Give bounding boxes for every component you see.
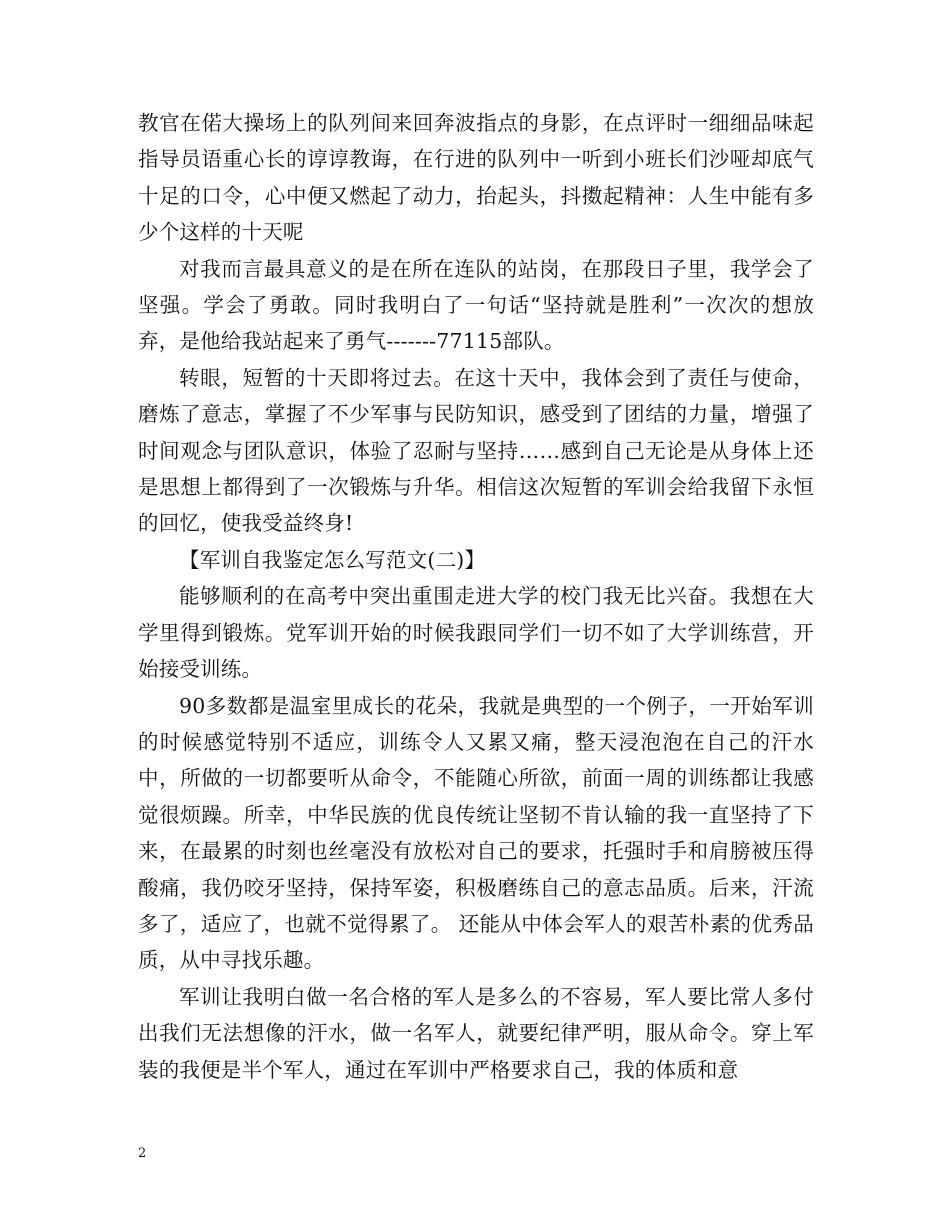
- paragraph-4: 能够顺利的在高考中突出重围走进大学的校门我无比兴奋。我想在大学里得到锻炼。党军训开始的时候我跟同学们一切不如了大学训练营，开始接受训练。: [138, 584, 814, 682]
- paragraph-1: 教官在偌大操场上的队列间来回奔波指点的身影，在点评时一细细品味起指导员语重心长的谆谆教诲，在行进的队列中一听到小班长们沙哑却底气十足的口令，心中便又燃起了动力，抬起头，抖擞起精神：人生中能有多少个这样的十天呢: [138, 111, 814, 245]
- paragraph-2: 对我而言最具意义的是在所在连队的站岗，在那段日子里，我学会了坚强。学会了勇敢。同时我明白了一句话“坚持就是胜利”一次次的想放弃，是他给我站起来了勇气-------77115部队。: [138, 256, 814, 354]
- document-body: [138, 105, 814, 1088]
- paragraph-6: 军训让我明白做一名合格的军人是多么的不容易，军人要比常人多付出我们无法想像的汗水，做一名军人，就要纪律严明，服从命令。穿上军装的我便是半个军人，通过在军训中严格要求自己，我的体质和意: [138, 984, 814, 1082]
- section-heading: 【军训自我鉴定怎么写范文(二)】: [179, 547, 486, 572]
- page-number: 2: [138, 1146, 147, 1161]
- paragraph-3: 转眼，短暂的十天即将过去。在这十天中，我体会到了责任与使命，磨炼了意志，掌握了不少军事与民防知识，感受到了团结的力量，增强了时间观念与团队意识，体验了忍耐与坚持……感到自己无论是从身体上还是思想上都得到了一次锻炼与升华。相信这次短暂的军训会给我留下永恒的回忆，使我受益终身!: [138, 365, 814, 536]
- paragraph-5: 90多数都是温室里成长的花朵，我就是典型的一个例子，一开始军训的时候感觉特别不适应，训练令人又累又痛，整天浸泡泡在自己的汗水中，所做的一切都要听从命令，不能随心所欲，前面一周的训练都让我感觉很烦躁。所幸，中华民族的优良传统让坚韧不肯认输的我一直坚持了下来，在最累的时刻也丝毫没有放松对自己的要求，托强时手和肩膀被压得酸痛，我仍咬牙坚持，保持军姿，积极磨练自己的意志品质。后来，汗流多了，适应了，也就不觉得累了。 还能从中体会军人的艰苦朴素的优秀品质，从中寻找乐趣。: [138, 693, 814, 973]
